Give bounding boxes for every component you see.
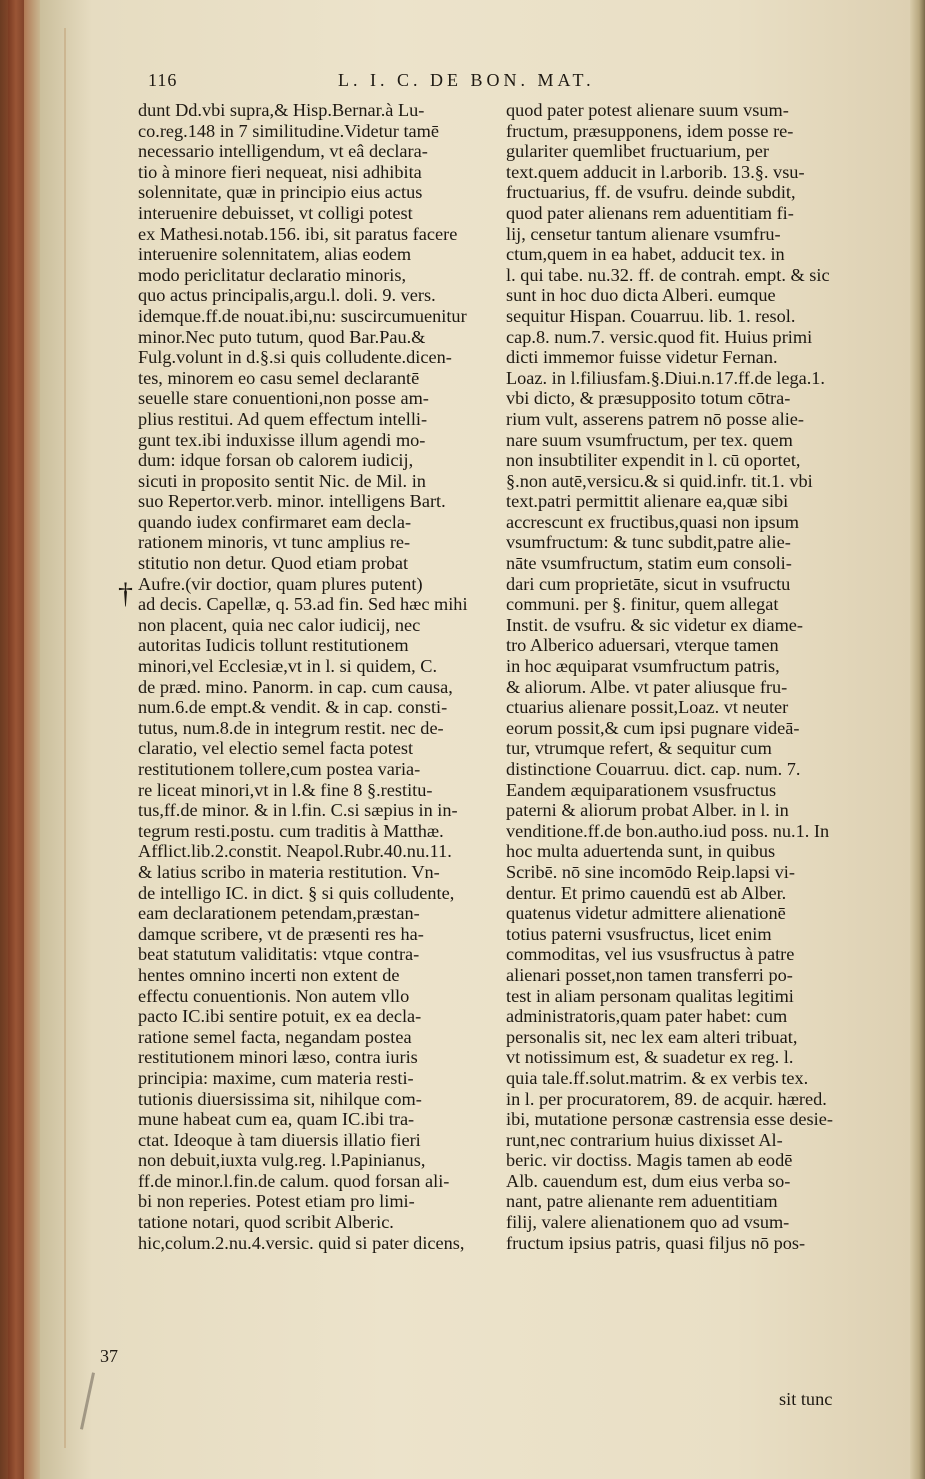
text-line: sequitur Hispan. Couarruu. lib. 1. resol. (506, 305, 796, 326)
text-line: autoritas Iudicis tollunt restitutionem (138, 635, 409, 656)
text-line: idemque.ff.de nouat.ibi,nu: suscircumuenitur (138, 305, 467, 326)
text-line: Fulg.volunt in d.§.si quis colludente.dicen- (138, 347, 452, 368)
spine-binding (8, 0, 24, 1479)
text-line: necessario intelligendum, vt eâ declara- (138, 141, 428, 162)
text-line: tio à minore fieri nequeat, nisi adhibita (138, 161, 422, 182)
text-line: quatenus videtur admittere alienationē (506, 903, 786, 924)
text-line: non debuit,iuxta vulg.reg. l.Papinianus, (138, 1150, 426, 1171)
text-line: tro Alberico aduersari, vterque tamen (506, 635, 779, 656)
text-line: commoditas, vel ius vsusfructus à patre (506, 944, 795, 965)
text-line: totius paterni vsusfructus, licet enim (506, 923, 772, 944)
text-line: non insubtiliter expendit in l. cū oportet, (506, 450, 801, 471)
text-line: hic,colum.2.nu.4.versic. quid si pater dicens, (138, 1232, 465, 1253)
left-text-column (138, 100, 484, 1253)
text-line: tur, vtrumque refert, & sequitur cum (506, 738, 772, 759)
text-line: eorum possit,& cum ipsi pugnare videā- (506, 717, 800, 738)
text-line: hoc multa aduertenda sunt, in quibus (506, 841, 776, 862)
text-line: interuenire solennitatem, alias eodem (138, 244, 412, 265)
page-edge (910, 0, 925, 1479)
text-line: nant, patre alienante rem aduentitiam (506, 1191, 778, 1212)
text-line: & aliorum. Albe. vt pater aliusque fru- (506, 676, 788, 697)
text-line: hentes omnino incerti non extent de (138, 964, 400, 985)
text-line: Aufre.(vir doctior, quam plures putent) (138, 573, 423, 594)
text-line: beat statutum validitatis: vtque contra- (138, 944, 420, 965)
text-line: vt notissimum est, & suadetur ex reg. l. (506, 1047, 794, 1068)
text-line: quando iudex confirmaret eam decla- (138, 511, 412, 532)
text-line: ctuarius alienare possit,Loaz. vt neuter (506, 697, 789, 718)
text-line: quod pater alienans rem aduentitiam fi- (506, 202, 794, 223)
text-line: interuenire debuisset, vt colligi potest (138, 202, 413, 223)
text-line: principia: maxime, cum materia resti- (138, 1067, 414, 1088)
running-title: L. I. C. DE BON. MAT. (338, 70, 595, 90)
text-line: tutus, num.8.de in integrum restit. nec de- (138, 717, 444, 738)
text-line: sicuti in proposito sentit Nic. de Mil. in (138, 470, 426, 491)
text-line: minor.Nec puto tutum, quod Bar.Pau.& (138, 326, 426, 347)
text-line: co.reg.148 in 7 similitudine.Videtur tamē (138, 120, 439, 141)
text-line: sunt in hoc duo dicta Alberi. eumque (506, 285, 776, 306)
page-header (148, 70, 668, 96)
text-line: claratio, vel electio semel facta potest (138, 738, 414, 759)
text-line: Alb. cauendum est, dum eius verba so- (506, 1170, 791, 1191)
text-line: runt,nec contrarium huius dixisset Al- (506, 1129, 783, 1150)
text-line: ff.de minor.l.fin.de calum. quod forsan ali- (138, 1170, 450, 1191)
text-line: ctat. Ideoque à tam diuersis illatio fieri (138, 1129, 421, 1150)
text-line: fructum ipsius patris, quasi filjus nō pos- (506, 1232, 806, 1253)
text-line: quo actus principalis,argu.l. doli. 9. vers. (138, 285, 436, 306)
text-line: & latius scribo in materia restitution. Vn- (138, 861, 440, 882)
text-line: Afflict.lib.2.constit. Neapol.Rubr.40.nu.11. (138, 841, 452, 862)
text-line: vbi dicto, & præsupposito totum cōtra- (506, 388, 791, 409)
text-line: ibi, mutatione personæ castrensia esse desie- (506, 1109, 833, 1130)
text-line: tatione notari, quod scribit Alberic. (138, 1212, 394, 1233)
text-line: text.patri permittit alienare ea,quæ sibi (506, 491, 789, 512)
text-line: text.quem adducit in l.arborib. 13.§. vsu- (506, 161, 805, 182)
catchword: sit tunc (779, 1389, 833, 1409)
text-line: vsumfructum: & tunc subdit,patre alie- (506, 532, 791, 553)
text-line: Instit. de vsufru. & sic videtur ex diame- (506, 614, 803, 635)
text-line: modo periclitatur declaratio minoris, (138, 264, 407, 285)
text-line: Eandem æquiparationem vsusfructus (506, 779, 777, 800)
text-line: restitutionem minori læso, contra iuris (138, 1047, 418, 1068)
text-line: nare suum vsumfructum, per tex. quem (506, 429, 793, 450)
text-line: ex Mathesi.notab.156. ibi, sit paratus facere (138, 223, 458, 244)
text-line: rium vult, asserens patrem nō posse alie- (506, 408, 805, 429)
text-line: administratoris,quam pater habet: cum (506, 1006, 788, 1027)
text-line: de intelligo IC. in dict. § si quis colludente, (138, 882, 455, 903)
text-line: damque scribere, vt de præsenti res ha- (138, 923, 424, 944)
text-line: dicti immemor fuisse videtur Fernan. (506, 347, 778, 368)
text-line: Loaz. in l.filiusfam.§.Diui.n.17.ff.de lega.1. (506, 367, 826, 388)
text-line: ratione semel facta, negandam postea (138, 1026, 412, 1047)
text-line: dum: idque forsan ob calorem iudicij, (138, 450, 414, 471)
text-line: ctum,quem in ea habet, adducit tex. in (506, 244, 785, 265)
text-line: gulariter quemlibet fructuarium, per (506, 141, 769, 162)
text-line: re liceat minori,vt in l.& fine 8 §.restitu- (138, 779, 433, 800)
text-line: nāte vsumfructum, statim eum consoli- (506, 553, 792, 574)
text-line: stitutio non detur. Quod etiam probat (138, 553, 409, 574)
text-line: plius restitui. Ad quem effectum intelli- (138, 408, 428, 429)
text-line: beric. vir doctiss. Magis tamen ab eodē (506, 1150, 793, 1171)
text-line: fructuarius, ff. de vsufru. deinde subdit, (506, 182, 796, 203)
text-line: tutionis diuersissima sit, nihilque com- (138, 1088, 422, 1109)
text-line: rationem minoris, vt tunc amplius re- (138, 532, 411, 553)
text-line: paterni & aliorum probat Alber. in l. in (506, 800, 789, 821)
text-line: quia tale.ff.solut.matrim. & ex verbis tex. (506, 1067, 809, 1088)
text-line: pacto IC.ibi sentire potuit, ex ea decla- (138, 1006, 422, 1027)
text-line: gunt tex.ibi induxisse illum agendi mo- (138, 429, 426, 450)
text-line: alienari posset,non tamen transferri po- (506, 964, 793, 985)
text-line: effectu conuentionis. Non autem vllo (138, 985, 410, 1006)
text-line: bi non reperies. Potest etiam pro limi- (138, 1191, 415, 1212)
text-line: eam declarationem petendam,præstan- (138, 903, 420, 924)
marginal-section-number: 37 (100, 1346, 118, 1366)
text-line: §.non autē,versicu.& si quid.infr. tit.1. vbi (506, 470, 813, 491)
text-line: tegrum resti.postu. cum traditis à Matthæ. (138, 820, 444, 841)
text-line: dunt Dd.vbi supra,& Hisp.Bernar.à Lu- (138, 100, 425, 120)
text-line: venditione.ff.de bon.autho.iud poss. nu.1. In (506, 820, 830, 841)
text-line: communi. per §. finitur, quem allegat (506, 594, 779, 615)
text-line: fructum, præsupponens, idem posse re- (506, 120, 794, 141)
text-line: tes, minorem eo casu semel declarantē (138, 367, 420, 388)
text-line: in hoc æquiparat vsumfructum patris, (506, 656, 780, 677)
text-line: quod pater potest alienare suum vsum- (506, 100, 789, 120)
text-line: in l. per procuratorem, 89. de acquir. hæred. (506, 1088, 827, 1109)
folio-number: 116 (148, 70, 178, 90)
text-line: l. qui tabe. nu.32. ff. de contrah. empt. & sic (506, 264, 830, 285)
text-line: accrescunt ex fructibus,quasi non ipsum (506, 511, 799, 532)
margin-rule (64, 28, 66, 1448)
text-line: dentur. Et primo cauendū est ab Alber. (506, 882, 787, 903)
text-line: Scribē. nō sine incomōdo Reip.lapsi vi- (506, 861, 795, 882)
text-line: num.6.de empt.& vendit. & in cap. consti- (138, 697, 448, 718)
text-line: suo Repertor.verb. minor. intelligens Bart. (138, 491, 446, 512)
text-line: test in aliam personam qualitas legitimi (506, 985, 794, 1006)
text-line: de præd. mino. Panorm. in cap. cum causa, (138, 676, 453, 697)
text-line: non placent, quia nec calor iudicij, nec (138, 614, 421, 635)
text-line: restitutionem tollere,cum postea varia- (138, 759, 421, 779)
text-line: personalis sit, nec lex eam alteri tribuat, (506, 1026, 798, 1047)
text-line: solennitate, quæ in principio eius actus (138, 182, 423, 203)
text-line: filij, valere alienationem quo ad vsum- (506, 1212, 790, 1233)
text-line: distinctione Couarruu. dict. cap. num. 7. (506, 759, 801, 779)
text-line: dari cum proprietāte, sicut in vsufructu (506, 573, 791, 594)
marginal-dagger: † (118, 577, 133, 610)
text-line: tus,ff.de minor. & in l.fin. C.si sæpius in in- (138, 800, 458, 821)
text-line: cap.8. num.7. versic.quod fit. Huius primi (506, 326, 813, 347)
text-line: ad decis. Capellæ, q. 53.ad fin. Sed hæc mihi (138, 594, 468, 615)
text-line: mune habeat cum ea, quam IC.ibi tra- (138, 1109, 415, 1130)
text-line: minori,vel Ecclesiæ,vt in l. si quidem, C. (138, 656, 438, 677)
text-line: lij, censetur tantum alienare vsumfru- (506, 223, 781, 244)
text-line: seuelle stare conuentioni,non posse am- (138, 388, 429, 409)
right-text-column (506, 100, 846, 1253)
